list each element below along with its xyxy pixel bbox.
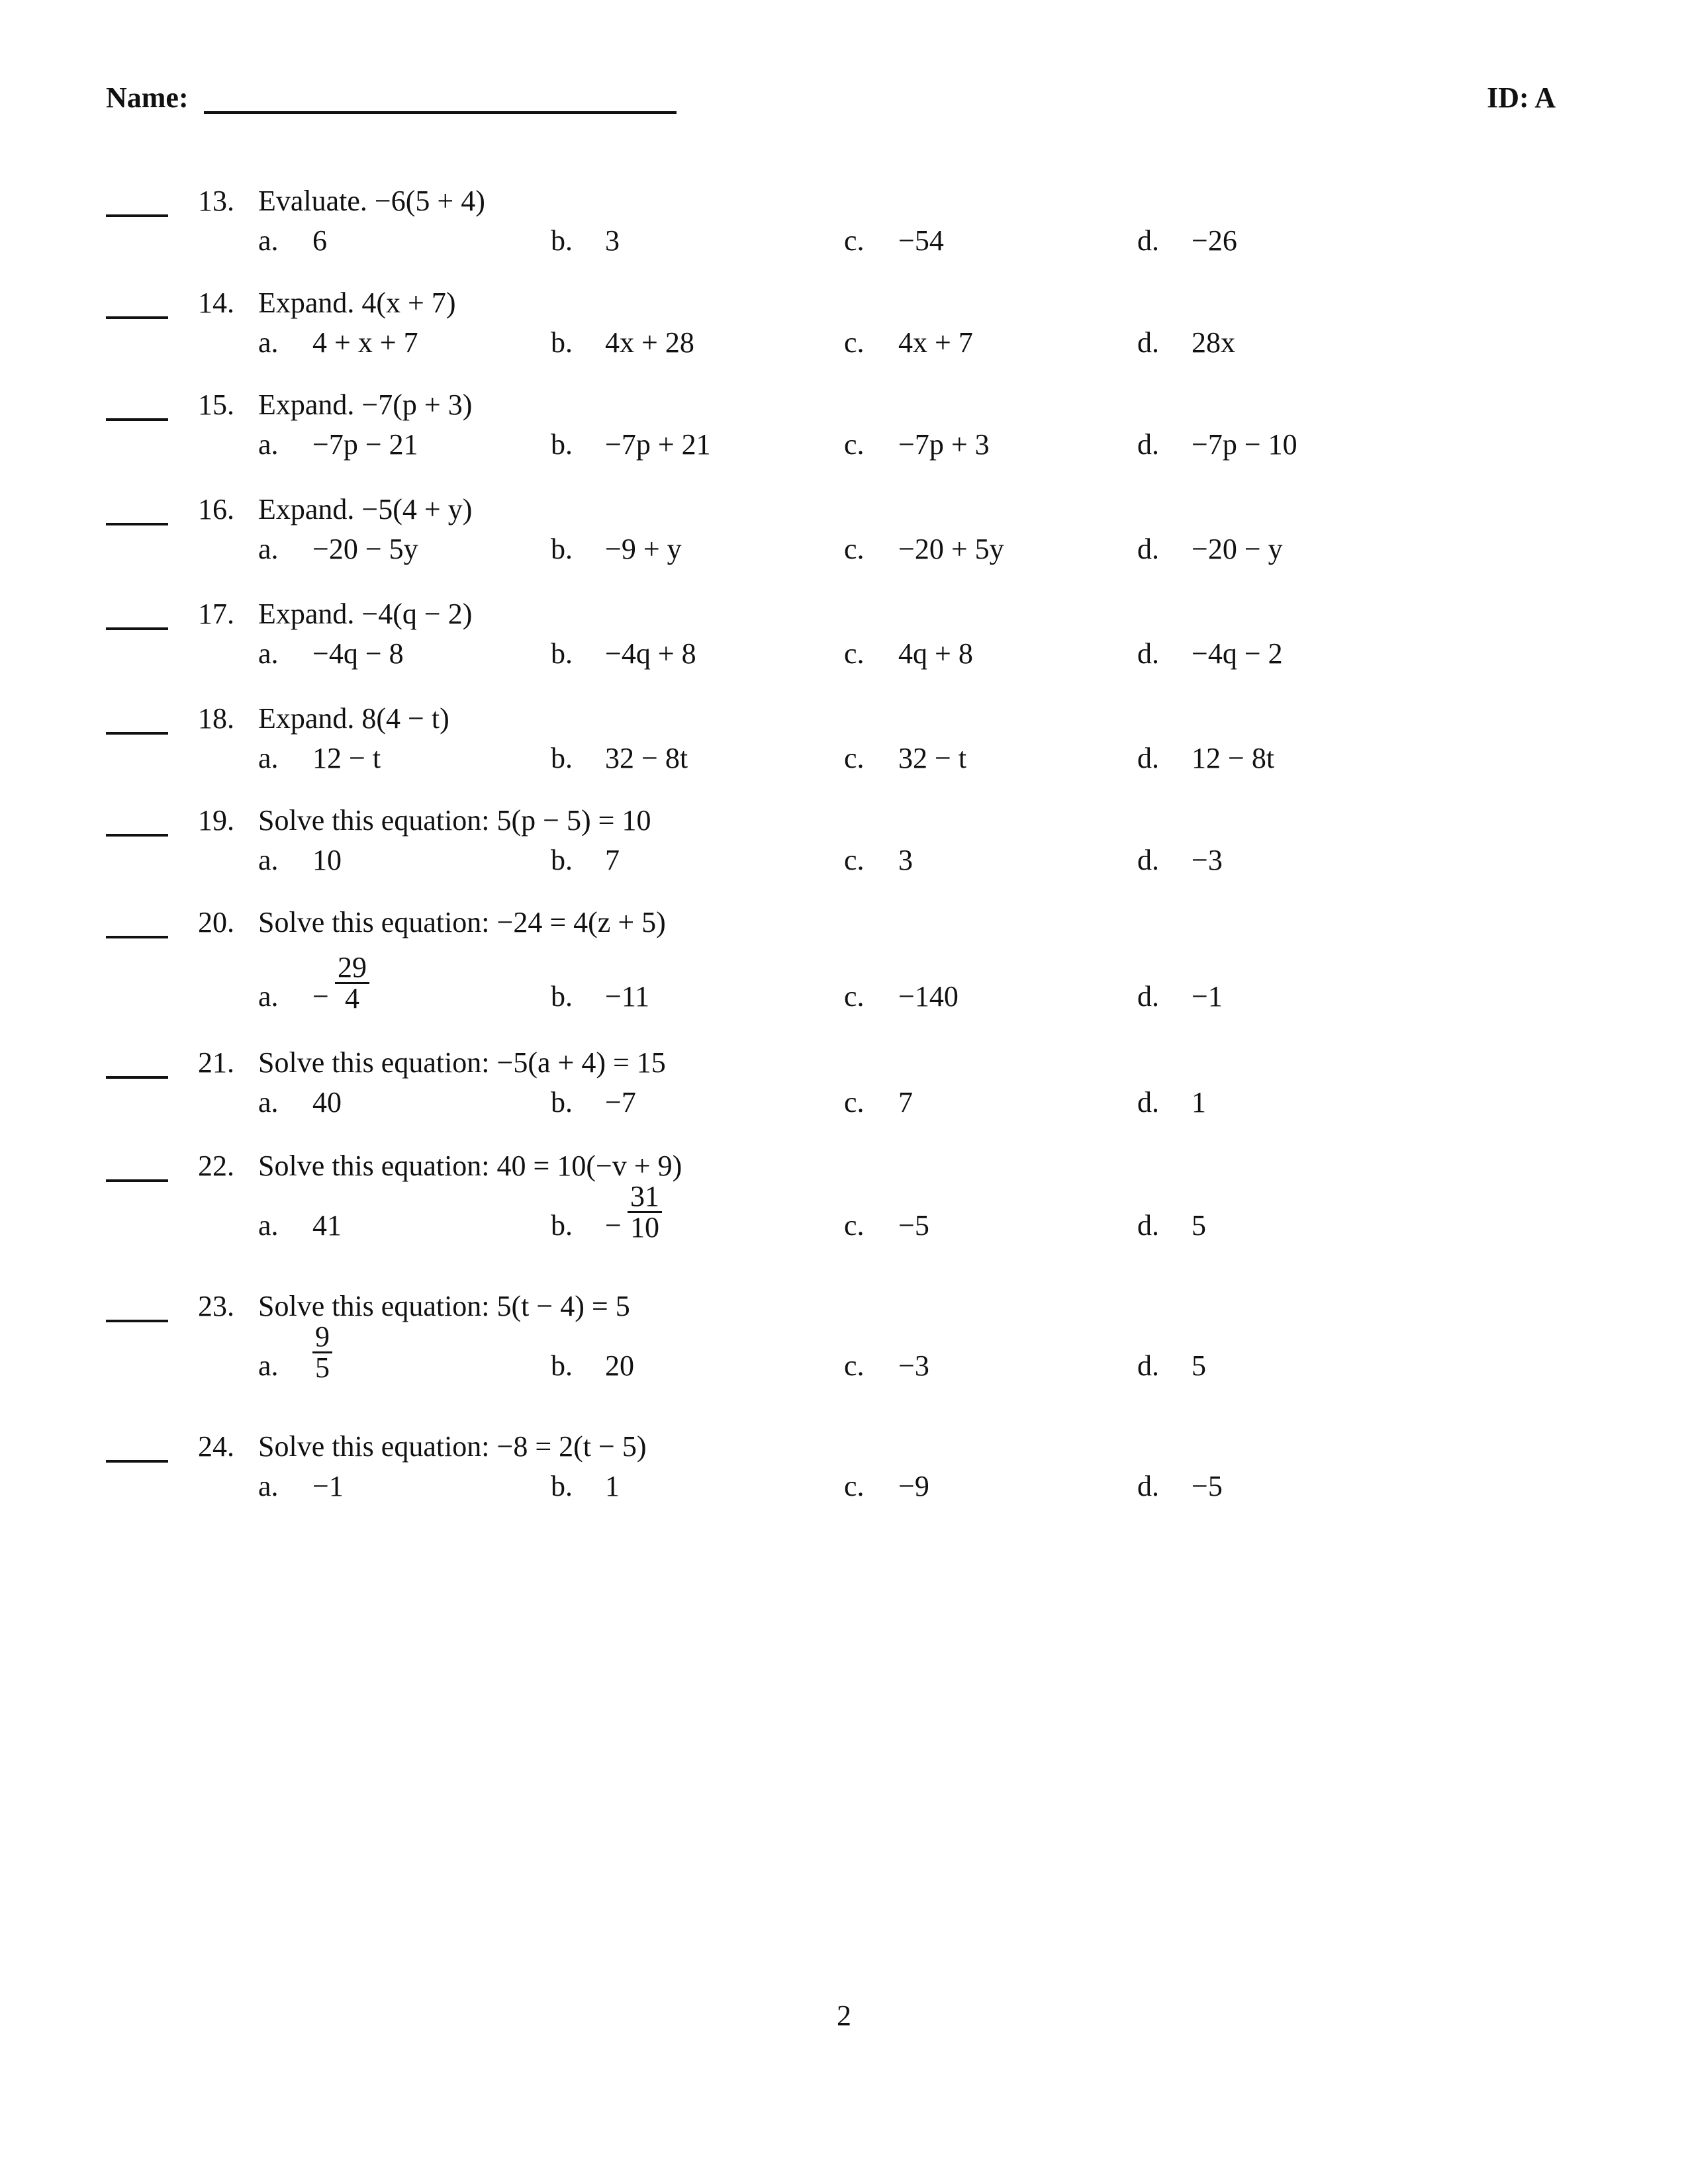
question-number: 16. <box>198 493 234 525</box>
choice-value: 4x + 28 <box>605 326 694 359</box>
choice-value: −5 <box>1192 1470 1223 1502</box>
choice-letter: c. <box>844 533 865 565</box>
choice-letter: c. <box>844 1209 865 1242</box>
choice-letter: b. <box>551 533 573 565</box>
question-text: Solve this equation: 40 = 10(−v + 9) <box>258 1150 682 1182</box>
fraction-stack <box>312 1322 332 1383</box>
choice-value: −54 <box>898 224 944 257</box>
choice-letter: d. <box>1137 326 1159 359</box>
fraction-sign: − <box>605 1209 622 1242</box>
choice-letter: a. <box>258 742 279 774</box>
question-number: 18. <box>198 702 234 735</box>
question-number: 24. <box>198 1430 234 1463</box>
page-number: 2 <box>837 1999 851 2032</box>
choice-letter: b. <box>551 742 573 774</box>
choice-letter: c. <box>844 326 865 359</box>
choice-letter: c. <box>844 742 865 774</box>
choice-value: 1 <box>605 1470 620 1502</box>
question-text: Solve this equation: −8 = 2(t − 5) <box>258 1430 647 1463</box>
question-text: Solve this equation: 5(p − 5) = 10 <box>258 804 651 837</box>
choice-letter: a. <box>258 637 279 670</box>
choice-value: 5 <box>1192 1209 1206 1242</box>
choice-value: −20 − 5y <box>312 533 418 565</box>
fraction-stack <box>628 1182 662 1242</box>
choice-value: −1 <box>1192 980 1223 1013</box>
fraction-numerator: 9 <box>312 1322 332 1353</box>
choice-value: 12 − 8t <box>1192 742 1275 774</box>
question-number: 19. <box>198 804 234 837</box>
choice-letter: a. <box>258 1209 279 1242</box>
choice-letter: c. <box>844 637 865 670</box>
answer-blank[interactable] <box>106 418 168 421</box>
question-text: Solve this equation: −24 = 4(z + 5) <box>258 906 666 938</box>
choice-value: −1 <box>312 1470 344 1502</box>
fraction-numerator: 29 <box>335 953 369 984</box>
choice-letter: b. <box>551 637 573 670</box>
fraction-stack <box>335 953 369 1013</box>
question-text: Expand. 4(x + 7) <box>258 287 456 319</box>
choice-value: −26 <box>1192 224 1237 257</box>
answer-blank[interactable] <box>106 1320 168 1322</box>
name-label: Name: <box>106 81 189 114</box>
question-number: 13. <box>198 185 234 217</box>
question-number: 14. <box>198 287 234 319</box>
choice-value: 4x + 7 <box>898 326 973 359</box>
choice-letter: d. <box>1137 1086 1159 1118</box>
fraction-denominator: 4 <box>345 982 359 1015</box>
choice-value: −7p − 21 <box>312 428 418 461</box>
answer-blank[interactable] <box>106 523 168 525</box>
choice-value: 3 <box>605 224 620 257</box>
fraction-sign: − <box>312 980 329 1013</box>
choice-value: 7 <box>605 844 620 876</box>
choice-letter: b. <box>551 1086 573 1118</box>
choice-value: −11 <box>605 980 650 1013</box>
choice-letter: d. <box>1137 1470 1159 1502</box>
choice-letter: b. <box>551 326 573 359</box>
choice-value: 32 − t <box>898 742 967 774</box>
choice-value: −4q + 8 <box>605 637 696 670</box>
choice-value: 41 <box>312 1209 342 1242</box>
choice-value: −7p + 21 <box>605 428 711 461</box>
choice-letter: c. <box>844 980 865 1013</box>
question-number: 23. <box>198 1290 234 1322</box>
choice-letter: a. <box>258 1086 279 1118</box>
choice-value: 40 <box>312 1086 342 1118</box>
question-number: 21. <box>198 1046 234 1079</box>
choice-value: 3 <box>898 844 913 876</box>
choice-letter: b. <box>551 844 573 876</box>
choice-letter: c. <box>844 1470 865 1502</box>
choice-letter: a. <box>258 1470 279 1502</box>
choice-letter: b. <box>551 980 573 1013</box>
choice-letter: d. <box>1137 533 1159 565</box>
question-text: Solve this equation: 5(t − 4) = 5 <box>258 1290 630 1322</box>
choice-value: −9 + y <box>605 533 682 565</box>
choice-letter: d. <box>1137 224 1159 257</box>
choice-value: −5 <box>898 1209 929 1242</box>
choice-value: 4q + 8 <box>898 637 973 670</box>
fraction-denominator: 10 <box>630 1211 659 1244</box>
choice-letter: c. <box>844 224 865 257</box>
choice-value: −4q − 8 <box>312 637 404 670</box>
choice-letter: d. <box>1137 1209 1159 1242</box>
choice-letter: a. <box>258 428 279 461</box>
choice-letter: a. <box>258 1349 279 1382</box>
choice-letter: d. <box>1137 1349 1159 1382</box>
answer-blank[interactable] <box>106 732 168 735</box>
choice-letter: a. <box>258 326 279 359</box>
choice-value: 6 <box>312 224 327 257</box>
choice-letter: c. <box>844 428 865 461</box>
question-text: Expand. −4(q − 2) <box>258 598 473 630</box>
choice-letter: d. <box>1137 428 1159 461</box>
question-text: Solve this equation: −5(a + 4) = 15 <box>258 1046 666 1079</box>
choice-letter: b. <box>551 1470 573 1502</box>
choice-letter: c. <box>844 844 865 876</box>
question-text: Expand. −5(4 + y) <box>258 493 473 525</box>
choice-value: 5 <box>1192 1349 1206 1382</box>
choice-value: −7p − 10 <box>1192 428 1297 461</box>
answer-blank[interactable] <box>106 834 168 837</box>
choice-value: −20 − y <box>1192 533 1283 565</box>
answer-blank[interactable] <box>106 936 168 938</box>
choice-letter: b. <box>551 1209 573 1242</box>
choice-value: −9 <box>898 1470 929 1502</box>
choice-letter: d. <box>1137 980 1159 1013</box>
choice-value: −3 <box>1192 844 1223 876</box>
choice-value: −140 <box>898 980 959 1013</box>
choice-letter: d. <box>1137 637 1159 670</box>
question-number: 22. <box>198 1150 234 1182</box>
choice-letter: c. <box>844 1086 865 1118</box>
id-label: ID: A <box>1487 81 1556 114</box>
choice-value: −7 <box>605 1086 636 1118</box>
choice-value: 20 <box>605 1349 634 1382</box>
question-number: 15. <box>198 388 234 421</box>
choice-letter: b. <box>551 224 573 257</box>
choice-value: −4q − 2 <box>1192 637 1283 670</box>
fraction-numerator: 31 <box>628 1182 662 1213</box>
choice-value: 7 <box>898 1086 913 1118</box>
choice-letter: d. <box>1137 844 1159 876</box>
choice-value: 10 <box>312 844 342 876</box>
question-text: Evaluate. −6(5 + 4) <box>258 185 485 217</box>
question-number: 20. <box>198 906 234 938</box>
question-number: 17. <box>198 598 234 630</box>
answer-blank[interactable] <box>106 214 168 217</box>
answer-blank[interactable] <box>106 627 168 630</box>
name-blank[interactable] <box>204 111 677 114</box>
answer-blank[interactable] <box>106 316 168 319</box>
choice-letter: a. <box>258 533 279 565</box>
fraction-denominator: 5 <box>315 1351 330 1384</box>
page-header <box>106 78 1556 124</box>
answer-blank[interactable] <box>106 1179 168 1182</box>
choice-letter: b. <box>551 428 573 461</box>
choice-value: 32 − 8t <box>605 742 688 774</box>
choice-letter: b. <box>551 1349 573 1382</box>
choice-value: 1 <box>1192 1086 1206 1118</box>
question-text: Expand. −7(p + 3) <box>258 388 473 421</box>
choice-letter: a. <box>258 844 279 876</box>
choice-letter: a. <box>258 980 279 1013</box>
answer-blank[interactable] <box>106 1460 168 1463</box>
question-text: Expand. 8(4 − t) <box>258 702 449 735</box>
choice-letter: a. <box>258 224 279 257</box>
choice-value: −7p + 3 <box>898 428 990 461</box>
choice-value: 28x <box>1192 326 1235 359</box>
choice-value: 12 − t <box>312 742 381 774</box>
answer-blank[interactable] <box>106 1076 168 1079</box>
choice-letter: c. <box>844 1349 865 1382</box>
choice-value: −20 + 5y <box>898 533 1004 565</box>
choice-value: 4 + x + 7 <box>312 326 418 359</box>
choice-letter: d. <box>1137 742 1159 774</box>
choice-value: −3 <box>898 1349 929 1382</box>
